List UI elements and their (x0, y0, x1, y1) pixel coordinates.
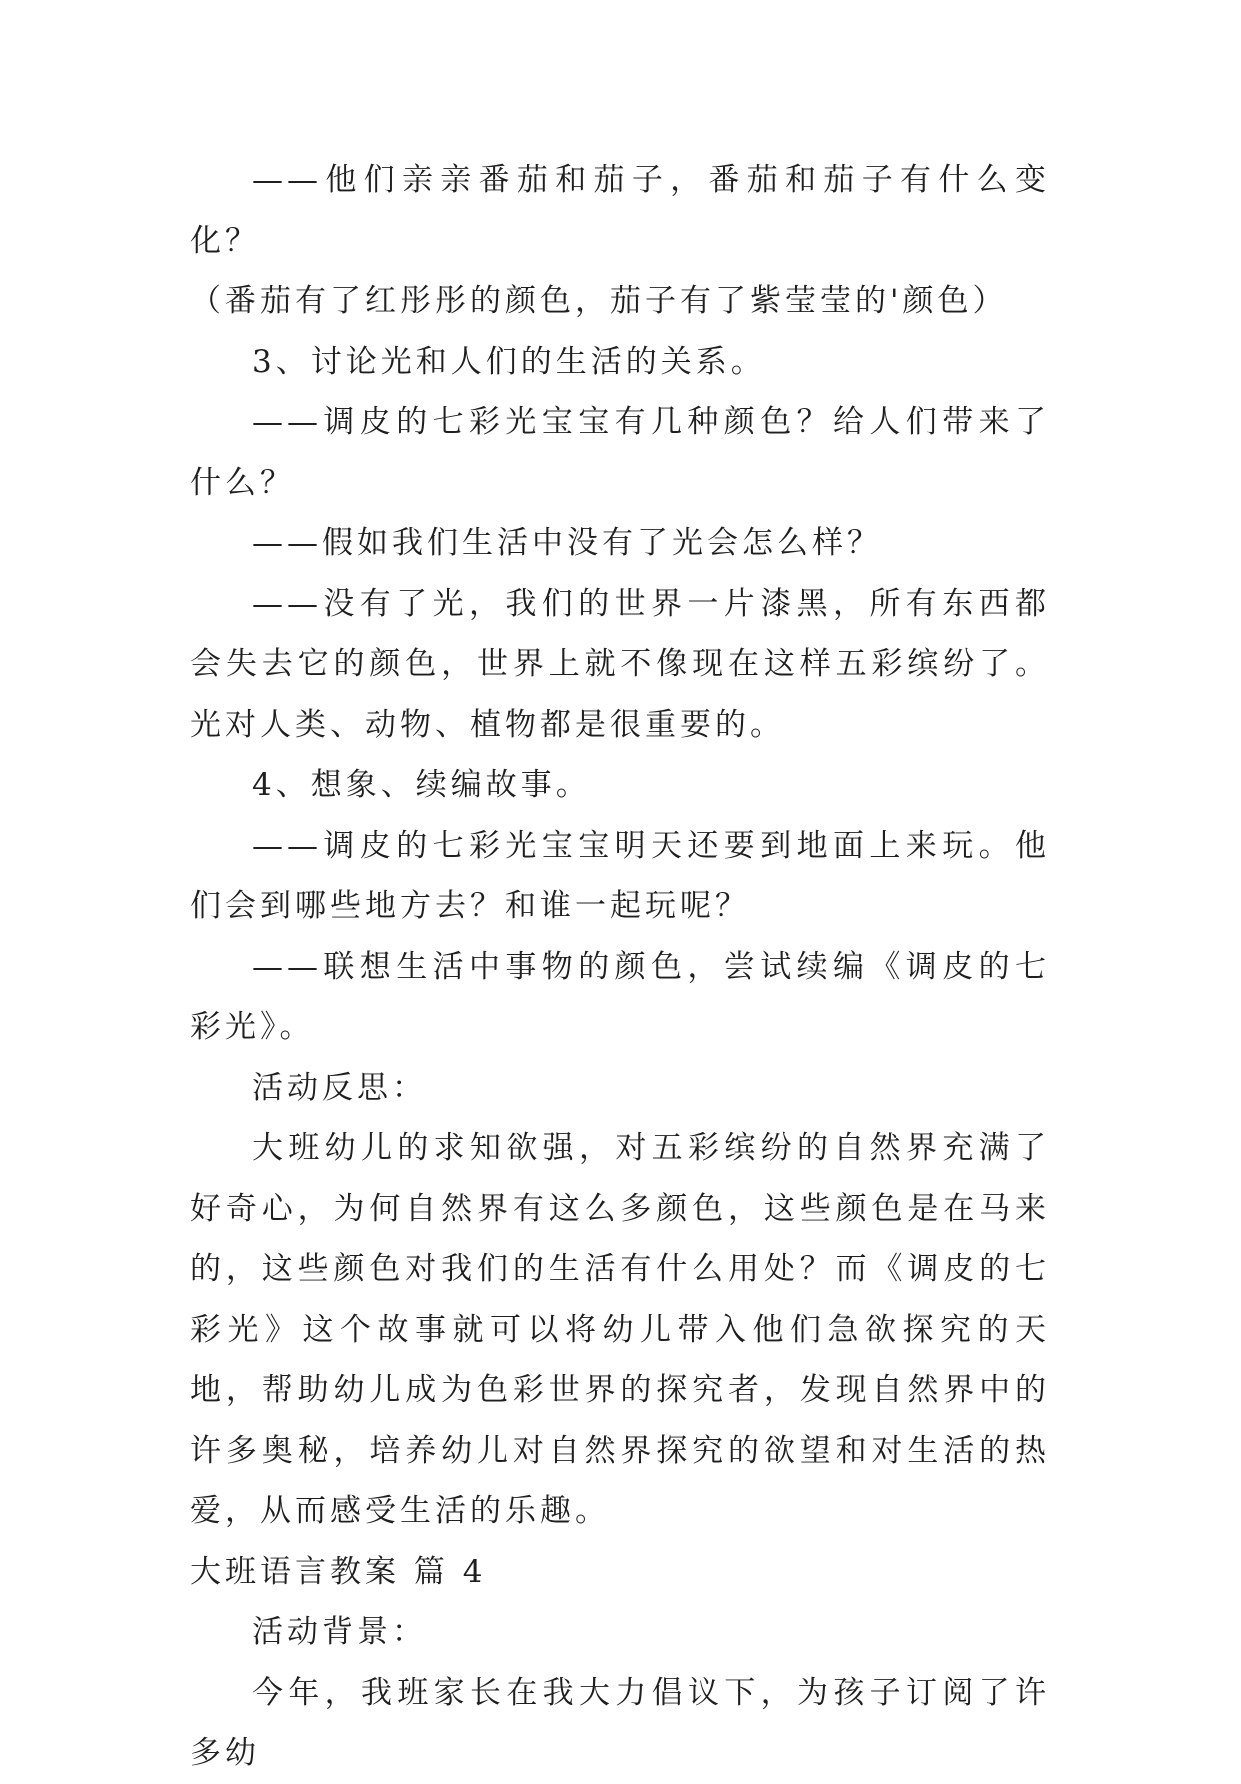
paragraph-step-4: 4、想象、续编故事。 (252, 767, 591, 803)
section-heading: 大班语言教案 篇 4 (190, 1553, 487, 1590)
paragraph-question-tomorrow: ——调皮的七彩光宝宝明天还要到地面上来玩。他们会到哪些地方去？和谁一起玩呢？ (190, 827, 1050, 924)
paragraph-step-3: 3、讨论光和人们的生活的关系。 (252, 343, 766, 380)
paragraph-background-body: 今年，我班家长在我大力倡议下，为孩子订阅了许多幼 (190, 1674, 1050, 1771)
paragraph-question-light-colors: ——调皮的七彩光宝宝有几种颜色？给人们带来了什么？ (190, 404, 1050, 501)
paragraph-answer-colors: （番茄有了红彤彤的颜色，茄子有了紫莹莹的'颜色） (190, 283, 1008, 319)
paragraph-reflection-label: 活动反思： (252, 1069, 427, 1106)
document-body (190, 150, 1050, 1784)
paragraph-reflection-body: 大班幼儿的求知欲强，对五彩缤纷的自然界充满了好奇心，为何自然界有这么多颜色，这些颜色是在马来的，这些颜色对我们的生活有什么用处？而《调皮的七彩光》这个故事就可以将幼儿带入他们急欲探究的天地，帮助幼儿成为色彩世界的探究者，发现自然界中的许多奥秘，培养幼儿对自然界探究的欲望和对生活的热爱，从而感受生活的乐趣。 (190, 1130, 1050, 1529)
paragraph-dialogue-tomato-eggplant: ——他们亲亲番茄和茄子，番茄和茄子有什么变化？ (190, 162, 1050, 259)
paragraph-continue-story: ——联想生活中事物的颜色，尝试续编《调皮的七彩光》。 (190, 948, 1050, 1045)
paragraph-answer-no-light: ——没有了光，我们的世界一片漆黑，所有东西都会失去它的颜色，世界上就不像现在这样五彩缤纷了。光对人类、动物、植物都是很重要的。 (190, 585, 1050, 743)
paragraph-question-no-light: ——假如我们生活中没有了光会怎么样？ (252, 525, 882, 561)
paragraph-background-label: 活动背景： (252, 1614, 427, 1650)
